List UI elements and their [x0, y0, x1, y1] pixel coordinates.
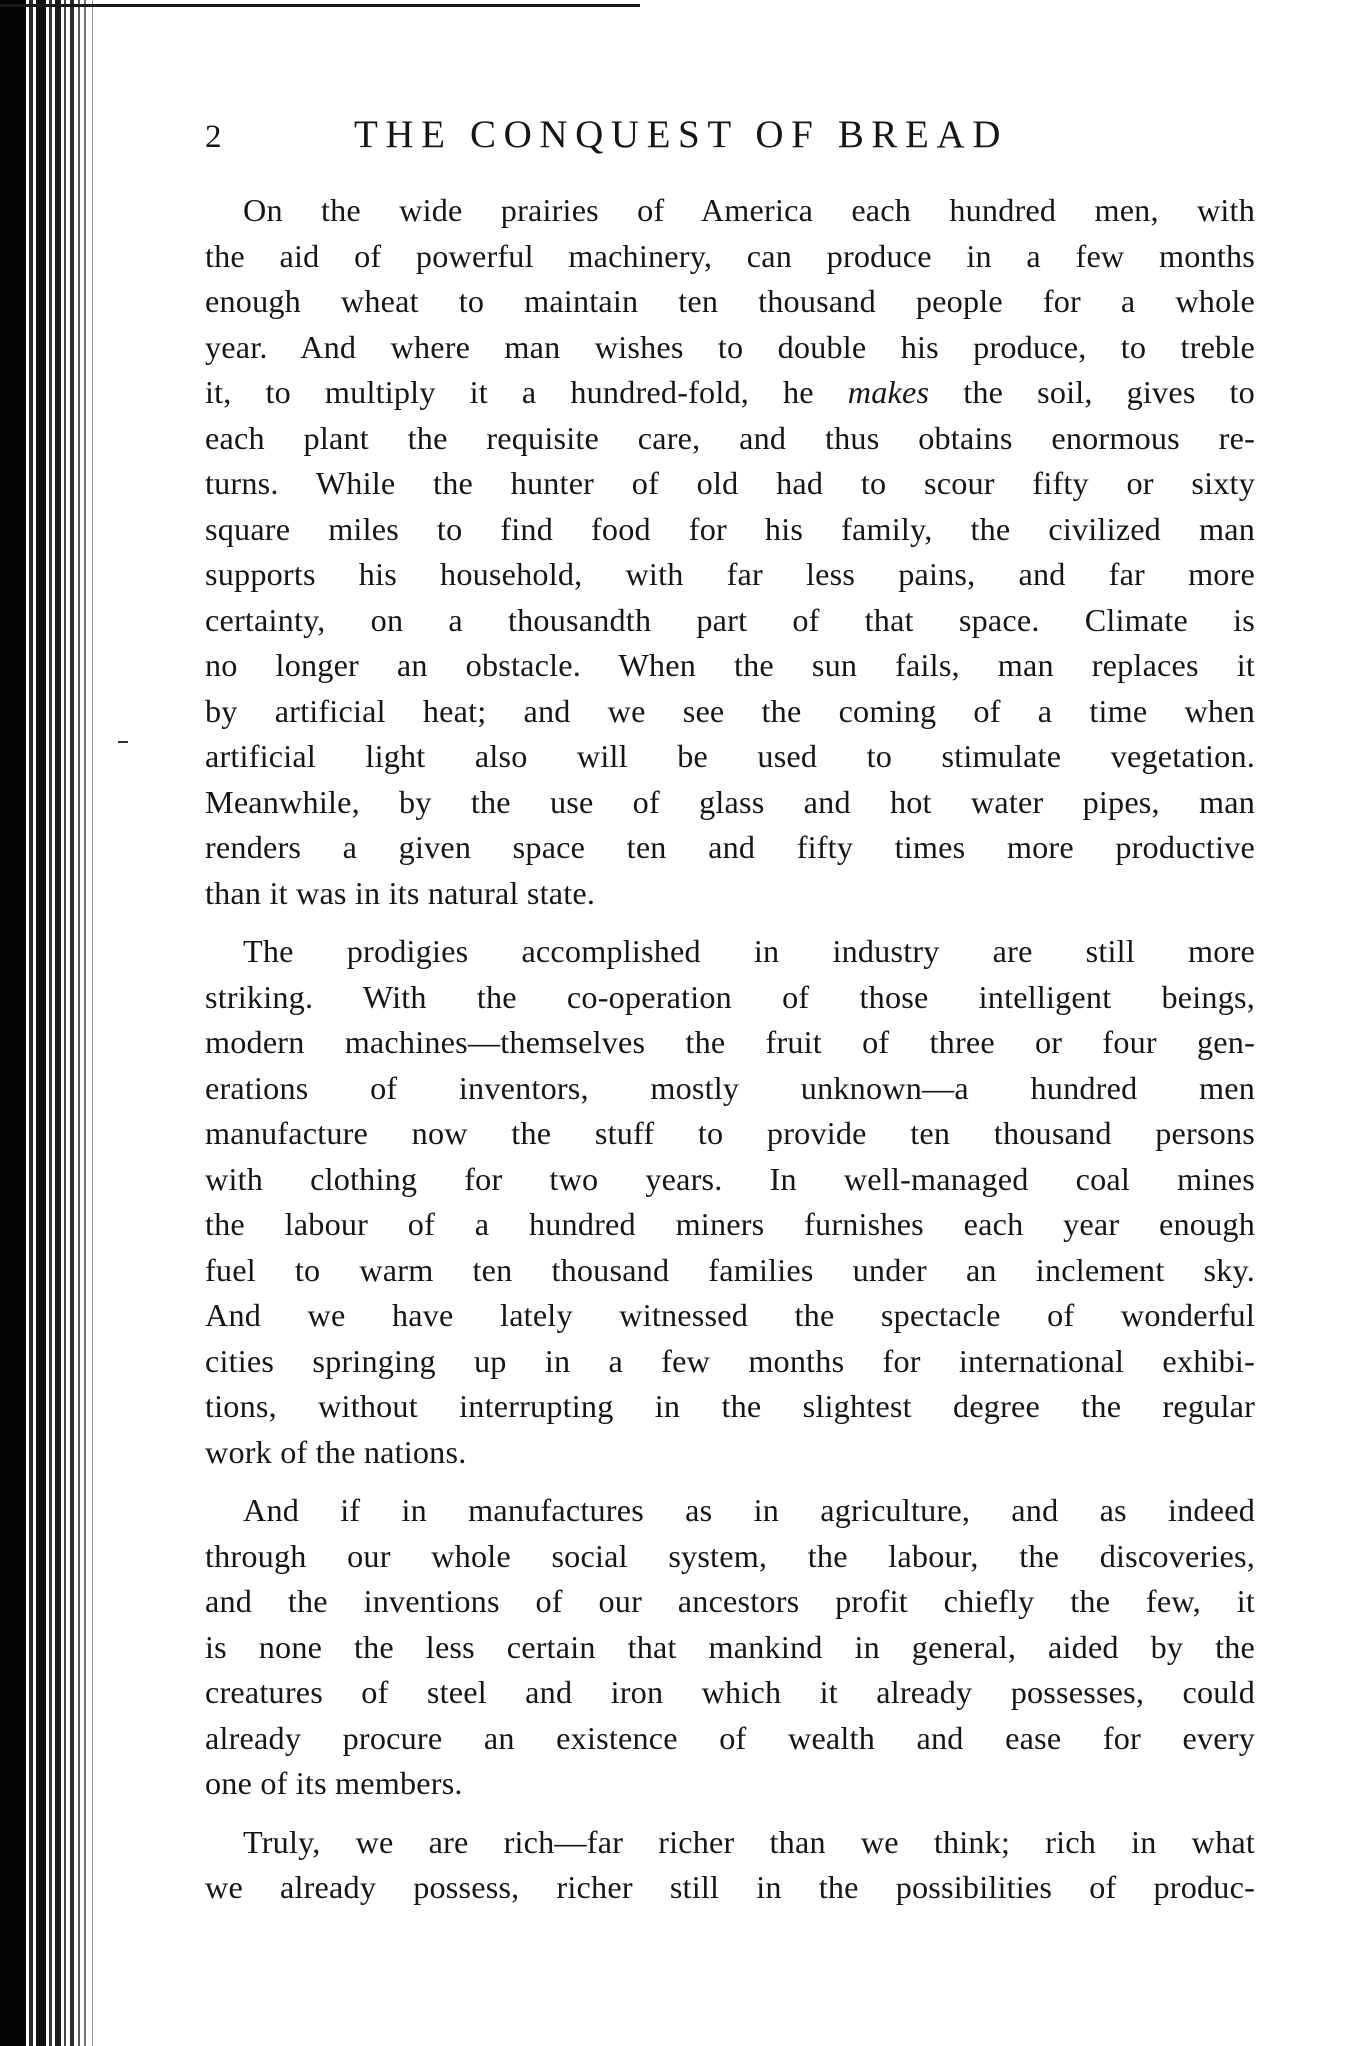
text-line-with-emphasis	[205, 370, 1255, 416]
running-header	[205, 112, 1255, 162]
text-line: renders a given space ten and fifty times more productive	[205, 829, 1255, 865]
text-line: On the wide prairies of America each hundred men, with	[243, 192, 1255, 228]
text-line: one of its members.	[205, 1765, 463, 1801]
text-line: The prodigies accomplished in industry are still more	[243, 933, 1255, 969]
paragraph-industry	[205, 929, 1255, 1475]
paragraph-truly-rich	[205, 1820, 1255, 1911]
text-line: the aid of powerful machinery, can produce in a few months	[205, 237, 1255, 274]
emphasis-makes: makes	[847, 374, 930, 410]
text-line: tions, without interrupting in the slightest degree the regular	[205, 1388, 1255, 1424]
text-line: certainty, on a thousandth part of that space. Climate is	[205, 601, 1255, 638]
text-line: by artificial heat; and we see the coming of a time when	[205, 692, 1255, 729]
text-line: and the inventions of our ancestors profit chiefly the few, it	[205, 1583, 1255, 1619]
text-line: year. And where man wishes to double his produce, to treble	[205, 328, 1255, 365]
text-line: with clothing for two years. In well-managed coal mines	[205, 1160, 1255, 1197]
book-page	[205, 112, 1255, 1924]
text-line: modern machines—themselves the fruit of three or four gen-	[205, 1024, 1255, 1060]
text-line: we already possess, richer still in the possibilities of produc-	[205, 1869, 1255, 1905]
page-edge-rule	[0, 4, 640, 7]
text-line: And we have lately witnessed the spectacle of wonderful	[205, 1297, 1255, 1333]
text-line: striking. With the co-operation of those intelligent beings,	[205, 978, 1255, 1015]
text-line: creatures of steel and iron which it already possesses, could	[205, 1674, 1255, 1710]
text-line: each plant the requisite care, and thus obtains enormous re-	[205, 419, 1255, 456]
text-line: Truly, we are rich—far richer than we think; rich in what	[243, 1823, 1255, 1860]
text-line: is none the less certain that mankind in general, aided by the	[205, 1628, 1255, 1665]
text-line: cities springing up in a few months for international exhibi-	[205, 1342, 1255, 1379]
text-fragment: the soil, gives to	[963, 374, 1255, 410]
margin-mark	[118, 741, 128, 743]
text-line: manufacture now the stuff to provide ten thousand persons	[205, 1115, 1255, 1151]
text-line: erations of inventors, mostly unknown—a hundred men	[205, 1069, 1255, 1106]
text-line: enough wheat to maintain ten thousand people for a whole	[205, 283, 1255, 319]
running-title: THE CONQUEST OF BREAD	[354, 113, 1008, 156]
text-line: turns. While the hunter of old had to scour fifty or sixty	[205, 465, 1255, 501]
text-line: fuel to warm ten thousand families under an inclement sky.	[205, 1251, 1255, 1288]
text-line: Meanwhile, by the use of glass and hot water pipes, man	[205, 783, 1255, 820]
paragraph-agriculture	[205, 188, 1255, 916]
text-line: artificial light also will be used to stimulate vegetation.	[205, 738, 1255, 774]
text-line: And if in manufactures as in agriculture, and as indeed	[243, 1492, 1255, 1528]
paragraph-manufactures	[205, 1488, 1255, 1807]
text-line: already procure an existence of wealth and ease for every	[205, 1719, 1255, 1756]
text-fragment: it, to multiply it a hundred-fold, he	[205, 374, 814, 410]
text-line: the labour of a hundred miners furnishes each year enough	[205, 1206, 1255, 1242]
book-binding-gutter	[0, 0, 120, 2046]
text-line: than it was in its natural state.	[205, 874, 596, 911]
page-number: 2	[205, 119, 222, 155]
text-line: work of the nations.	[205, 1433, 467, 1470]
text-line: supports his household, with far less pains, and far more	[205, 556, 1255, 592]
text-line: through our whole social system, the labour, the discoveries,	[205, 1537, 1255, 1574]
text-line: no longer an obstacle. When the sun fails, man replaces it	[205, 647, 1255, 683]
text-line: square miles to find food for his family, the civilized man	[205, 510, 1255, 547]
